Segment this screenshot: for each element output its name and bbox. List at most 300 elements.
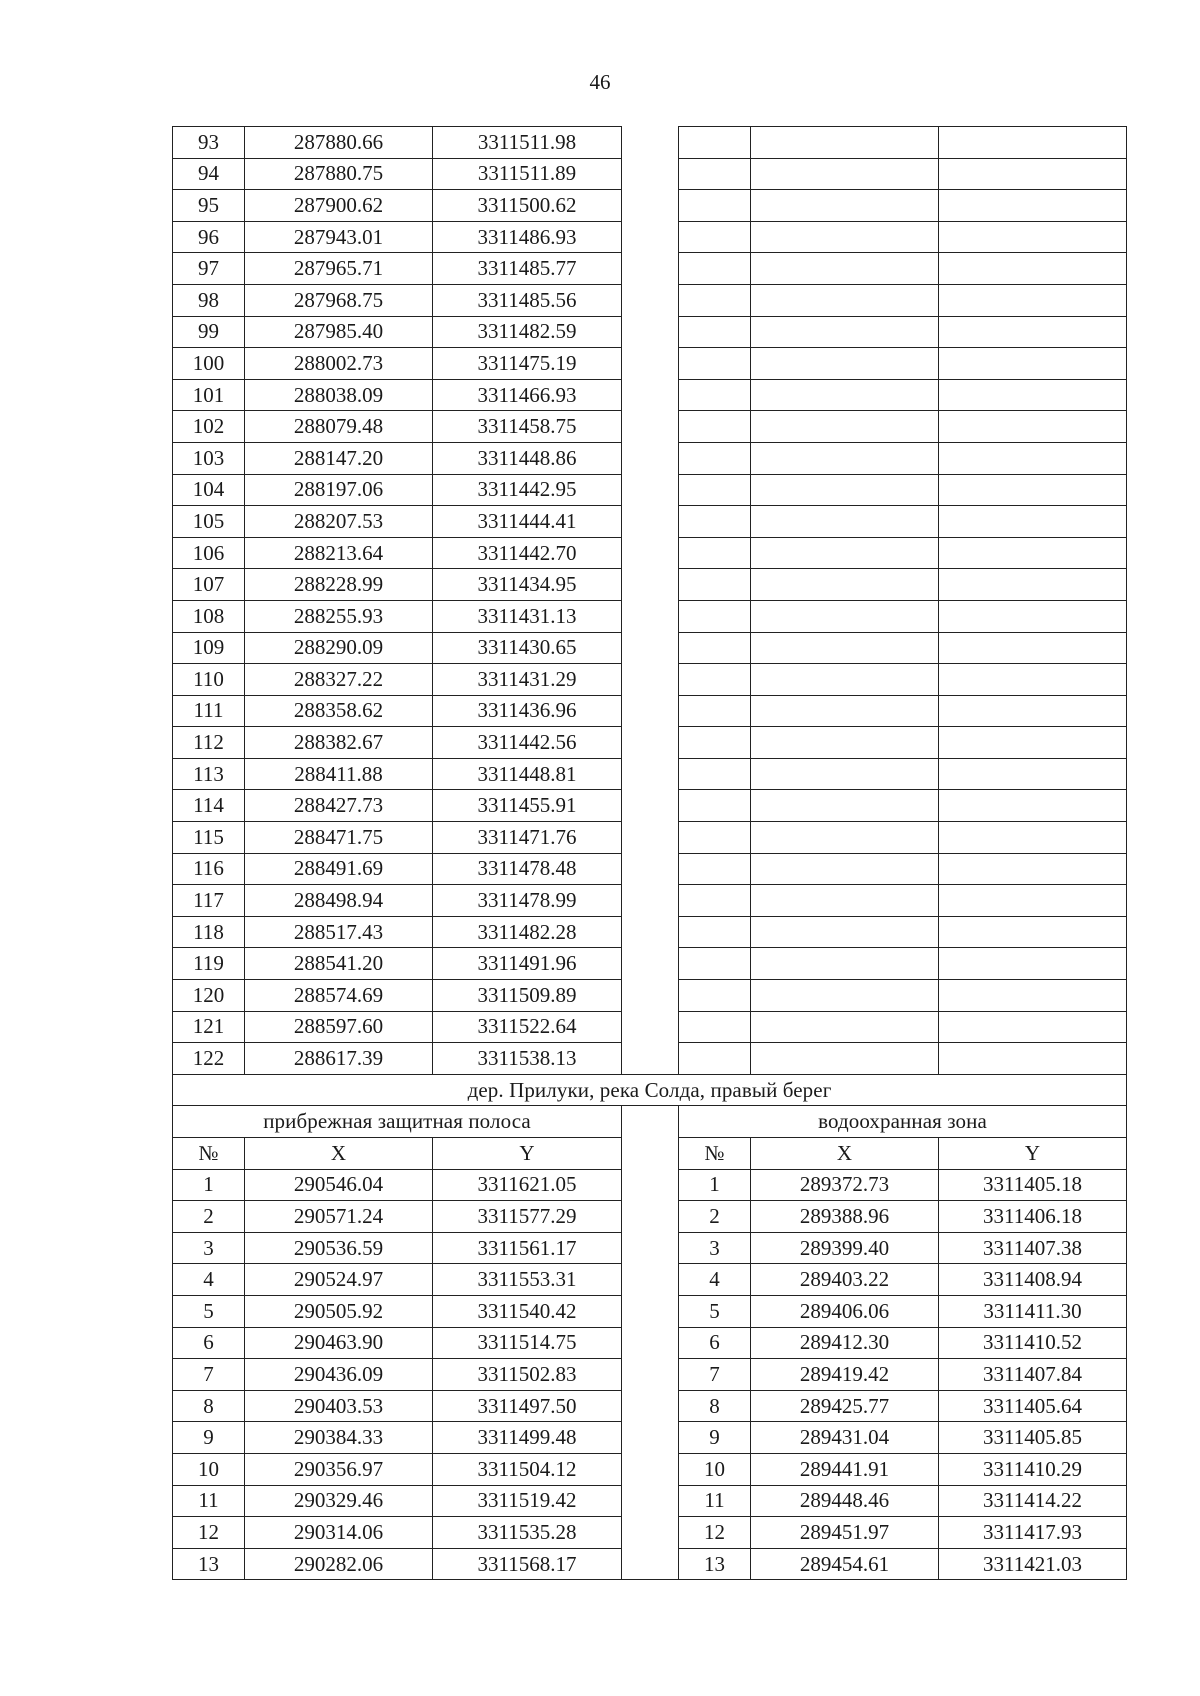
gap-cell xyxy=(622,411,679,443)
point-number: 103 xyxy=(173,442,245,474)
y-coordinate: 3311486.93 xyxy=(433,221,622,253)
point-number: 2 xyxy=(173,1201,245,1233)
x-coordinate: 290384.33 xyxy=(245,1422,433,1454)
empty-cell xyxy=(679,253,751,285)
gap-cell xyxy=(622,948,679,980)
gap-cell xyxy=(622,506,679,538)
coastal-protection-strip-title: прибрежная защитная полоса xyxy=(173,1106,622,1138)
x-coordinate: 288358.62 xyxy=(245,695,433,727)
y-coordinate: 3311431.13 xyxy=(433,600,622,632)
point-number: 113 xyxy=(173,758,245,790)
point-number: 7 xyxy=(679,1359,751,1391)
empty-cell xyxy=(751,158,939,190)
section-title-row xyxy=(173,1074,1127,1106)
gap-cell xyxy=(622,853,679,885)
point-number: 93 xyxy=(173,127,245,159)
gap-cell xyxy=(622,221,679,253)
y-coordinate: 3311442.56 xyxy=(433,727,622,759)
gap-cell xyxy=(622,442,679,474)
table-row xyxy=(173,1232,1127,1264)
point-number: 95 xyxy=(173,190,245,222)
empty-cell xyxy=(679,664,751,696)
x-coordinate: 289425.77 xyxy=(751,1390,939,1422)
point-number: 100 xyxy=(173,348,245,380)
y-coordinate: 3311491.96 xyxy=(433,948,622,980)
point-number: 96 xyxy=(173,221,245,253)
table-row xyxy=(173,506,1127,538)
column-header-row xyxy=(173,1138,1127,1170)
empty-cell xyxy=(939,127,1127,159)
table-row xyxy=(173,348,1127,380)
point-number: 97 xyxy=(173,253,245,285)
gap-cell xyxy=(622,1201,679,1233)
empty-cell xyxy=(679,758,751,790)
table-row xyxy=(173,885,1127,917)
point-number: 3 xyxy=(679,1232,751,1264)
coordinates-table-body xyxy=(173,127,1127,1580)
x-coordinate: 288147.20 xyxy=(245,442,433,474)
x-coordinate: 288290.09 xyxy=(245,632,433,664)
x-coordinate: 288228.99 xyxy=(245,569,433,601)
empty-cell xyxy=(679,127,751,159)
empty-cell xyxy=(679,695,751,727)
empty-cell xyxy=(751,253,939,285)
x-coordinate: 288327.22 xyxy=(245,664,433,696)
table-row xyxy=(173,221,1127,253)
y-coordinate: 3311411.30 xyxy=(939,1295,1127,1327)
table-row xyxy=(173,1390,1127,1422)
y-coordinate: 3311410.52 xyxy=(939,1327,1127,1359)
y-coordinate: 3311485.56 xyxy=(433,284,622,316)
gap-cell xyxy=(622,790,679,822)
empty-cell xyxy=(679,537,751,569)
table-row xyxy=(173,1359,1127,1391)
gap-cell xyxy=(622,1169,679,1201)
y-coordinate: 3311475.19 xyxy=(433,348,622,380)
x-coordinate: 288617.39 xyxy=(245,1043,433,1075)
x-coordinate: 289406.06 xyxy=(751,1295,939,1327)
y-coordinate: 3311514.75 xyxy=(433,1327,622,1359)
empty-cell xyxy=(751,664,939,696)
x-coordinate: 289451.97 xyxy=(751,1517,939,1549)
x-coordinate: 288427.73 xyxy=(245,790,433,822)
point-number: 6 xyxy=(173,1327,245,1359)
empty-cell xyxy=(751,569,939,601)
x-coordinate: 288382.67 xyxy=(245,727,433,759)
gap-cell xyxy=(622,1264,679,1296)
empty-cell xyxy=(751,316,939,348)
y-coordinate: 3311511.98 xyxy=(433,127,622,159)
x-coordinate: 289448.46 xyxy=(751,1485,939,1517)
y-coordinate: 3311485.77 xyxy=(433,253,622,285)
table-row xyxy=(173,253,1127,285)
x-coordinate: 288491.69 xyxy=(245,853,433,885)
y-coordinate: 3311406.18 xyxy=(939,1201,1127,1233)
y-coordinate: 3311405.18 xyxy=(939,1169,1127,1201)
x-coordinate: 290282.06 xyxy=(245,1548,433,1580)
point-number: 11 xyxy=(679,1485,751,1517)
x-coordinate: 289403.22 xyxy=(751,1264,939,1296)
table-row xyxy=(173,853,1127,885)
y-coordinate: 3311455.91 xyxy=(433,790,622,822)
point-number: 12 xyxy=(173,1517,245,1549)
empty-cell xyxy=(939,190,1127,222)
x-coordinate: 290505.92 xyxy=(245,1295,433,1327)
empty-cell xyxy=(751,127,939,159)
table-row xyxy=(173,727,1127,759)
y-coordinate: 3311434.95 xyxy=(433,569,622,601)
table-row xyxy=(173,664,1127,696)
table-row xyxy=(173,1485,1127,1517)
table-row xyxy=(173,1327,1127,1359)
empty-cell xyxy=(679,632,751,664)
gap-cell xyxy=(622,1485,679,1517)
y-coordinate: 3311509.89 xyxy=(433,980,622,1012)
point-number: 11 xyxy=(173,1485,245,1517)
y-coordinate: 3311478.48 xyxy=(433,853,622,885)
empty-cell xyxy=(679,190,751,222)
x-coordinate: 290536.59 xyxy=(245,1232,433,1264)
point-number: 98 xyxy=(173,284,245,316)
gap-cell xyxy=(622,1422,679,1454)
empty-cell xyxy=(751,916,939,948)
x-coordinate: 288517.43 xyxy=(245,916,433,948)
empty-cell xyxy=(939,632,1127,664)
y-coordinate: 3311417.93 xyxy=(939,1517,1127,1549)
y-coordinate: 3311502.83 xyxy=(433,1359,622,1391)
gap-cell xyxy=(622,664,679,696)
empty-cell xyxy=(679,948,751,980)
empty-cell xyxy=(939,600,1127,632)
num-column-header: № xyxy=(173,1138,245,1170)
group-title-row xyxy=(173,1106,1127,1138)
y-coordinate: 3311553.31 xyxy=(433,1264,622,1296)
x-coordinate: 287943.01 xyxy=(245,221,433,253)
y-coordinate: 3311405.85 xyxy=(939,1422,1127,1454)
gap-cell xyxy=(622,379,679,411)
gap-cell xyxy=(622,127,679,159)
point-number: 104 xyxy=(173,474,245,506)
x-coordinate: 290314.06 xyxy=(245,1517,433,1549)
empty-cell xyxy=(939,474,1127,506)
gap-cell xyxy=(622,885,679,917)
y-coordinate: 3311466.93 xyxy=(433,379,622,411)
y-coordinate: 3311500.62 xyxy=(433,190,622,222)
point-number: 107 xyxy=(173,569,245,601)
empty-cell xyxy=(751,284,939,316)
x-coordinate: 288597.60 xyxy=(245,1011,433,1043)
gap-cell xyxy=(622,1295,679,1327)
point-number: 114 xyxy=(173,790,245,822)
empty-cell xyxy=(679,158,751,190)
x-coordinate: 289372.73 xyxy=(751,1169,939,1201)
y-coordinate: 3311621.05 xyxy=(433,1169,622,1201)
point-number: 9 xyxy=(679,1422,751,1454)
point-number: 110 xyxy=(173,664,245,696)
point-number: 118 xyxy=(173,916,245,948)
empty-cell xyxy=(751,600,939,632)
x-coordinate: 287985.40 xyxy=(245,316,433,348)
empty-cell xyxy=(679,790,751,822)
empty-cell xyxy=(939,221,1127,253)
x-coordinate: 287880.75 xyxy=(245,158,433,190)
empty-cell xyxy=(679,442,751,474)
table-row xyxy=(173,980,1127,1012)
gap-cell xyxy=(622,758,679,790)
gap-cell xyxy=(622,632,679,664)
point-number: 94 xyxy=(173,158,245,190)
empty-cell xyxy=(751,506,939,538)
x-coordinate: 288574.69 xyxy=(245,980,433,1012)
y-coordinate: 3311407.84 xyxy=(939,1359,1127,1391)
empty-cell xyxy=(939,1011,1127,1043)
empty-cell xyxy=(679,822,751,854)
point-number: 2 xyxy=(679,1201,751,1233)
table-row xyxy=(173,758,1127,790)
gap-cell xyxy=(622,474,679,506)
y-coordinate: 3311561.17 xyxy=(433,1232,622,1264)
point-number: 8 xyxy=(173,1390,245,1422)
y-column-header: Y xyxy=(433,1138,622,1170)
empty-cell xyxy=(939,1043,1127,1075)
empty-cell xyxy=(939,948,1127,980)
point-number: 7 xyxy=(173,1359,245,1391)
empty-cell xyxy=(751,221,939,253)
x-coordinate: 288213.64 xyxy=(245,537,433,569)
point-number: 8 xyxy=(679,1390,751,1422)
table-row xyxy=(173,632,1127,664)
gap-cell xyxy=(622,600,679,632)
empty-cell xyxy=(679,727,751,759)
gap-cell xyxy=(622,190,679,222)
empty-cell xyxy=(939,379,1127,411)
empty-cell xyxy=(679,1011,751,1043)
table-row xyxy=(173,1295,1127,1327)
gap-cell xyxy=(622,822,679,854)
empty-cell xyxy=(939,569,1127,601)
x-coordinate: 289412.30 xyxy=(751,1327,939,1359)
empty-cell xyxy=(751,537,939,569)
y-coordinate: 3311482.28 xyxy=(433,916,622,948)
x-coordinate: 288207.53 xyxy=(245,506,433,538)
x-coordinate: 288079.48 xyxy=(245,411,433,443)
x-coordinate: 290403.53 xyxy=(245,1390,433,1422)
gap-cell xyxy=(622,1327,679,1359)
point-number: 116 xyxy=(173,853,245,885)
empty-cell xyxy=(751,632,939,664)
point-number: 101 xyxy=(173,379,245,411)
table-row xyxy=(173,695,1127,727)
point-number: 99 xyxy=(173,316,245,348)
water-protection-zone-title: водоохранная зона xyxy=(679,1106,1127,1138)
gap-cell xyxy=(622,1106,679,1138)
x-coordinate: 289441.91 xyxy=(751,1453,939,1485)
empty-cell xyxy=(939,885,1127,917)
gap-cell xyxy=(622,1517,679,1549)
table-row xyxy=(173,1011,1127,1043)
gap-cell xyxy=(622,1453,679,1485)
point-number: 10 xyxy=(679,1453,751,1485)
point-number: 5 xyxy=(173,1295,245,1327)
x-coordinate: 290356.97 xyxy=(245,1453,433,1485)
empty-cell xyxy=(679,980,751,1012)
x-coordinate: 288002.73 xyxy=(245,348,433,380)
point-number: 109 xyxy=(173,632,245,664)
empty-cell xyxy=(679,569,751,601)
y-coordinate: 3311522.64 xyxy=(433,1011,622,1043)
coordinates-table xyxy=(172,126,1127,1580)
empty-cell xyxy=(751,885,939,917)
y-coordinate: 3311430.65 xyxy=(433,632,622,664)
empty-cell xyxy=(939,253,1127,285)
empty-cell xyxy=(679,379,751,411)
empty-cell xyxy=(939,506,1127,538)
point-number: 9 xyxy=(173,1422,245,1454)
x-coordinate: 289388.96 xyxy=(751,1201,939,1233)
x-coordinate: 290546.04 xyxy=(245,1169,433,1201)
x-coordinate: 287968.75 xyxy=(245,284,433,316)
empty-cell xyxy=(679,853,751,885)
x-coordinate: 288541.20 xyxy=(245,948,433,980)
num-column-header: № xyxy=(679,1138,751,1170)
x-coordinate: 288197.06 xyxy=(245,474,433,506)
empty-cell xyxy=(939,442,1127,474)
table-row xyxy=(173,1453,1127,1485)
empty-cell xyxy=(679,474,751,506)
point-number: 4 xyxy=(679,1264,751,1296)
x-column-header: X xyxy=(245,1138,433,1170)
table-row xyxy=(173,1043,1127,1075)
y-coordinate: 3311535.28 xyxy=(433,1517,622,1549)
x-coordinate: 290571.24 xyxy=(245,1201,433,1233)
point-number: 3 xyxy=(173,1232,245,1264)
empty-cell xyxy=(679,506,751,538)
y-coordinate: 3311436.96 xyxy=(433,695,622,727)
empty-cell xyxy=(751,727,939,759)
table-row xyxy=(173,569,1127,601)
point-number: 112 xyxy=(173,727,245,759)
gap-cell xyxy=(622,1390,679,1422)
empty-cell xyxy=(939,790,1127,822)
y-coordinate: 3311568.17 xyxy=(433,1548,622,1580)
table-row xyxy=(173,190,1127,222)
table-row xyxy=(173,600,1127,632)
table-row xyxy=(173,316,1127,348)
y-coordinate: 3311519.42 xyxy=(433,1485,622,1517)
table-row xyxy=(173,442,1127,474)
point-number: 1 xyxy=(679,1169,751,1201)
empty-cell xyxy=(679,885,751,917)
y-coordinate: 3311478.99 xyxy=(433,885,622,917)
gap-cell xyxy=(622,1232,679,1264)
x-coordinate: 288255.93 xyxy=(245,600,433,632)
table-row xyxy=(173,127,1127,159)
x-coordinate: 290463.90 xyxy=(245,1327,433,1359)
empty-cell xyxy=(751,442,939,474)
x-column-header: X xyxy=(751,1138,939,1170)
y-coordinate: 3311407.38 xyxy=(939,1232,1127,1264)
gap-cell xyxy=(622,158,679,190)
x-coordinate: 289454.61 xyxy=(751,1548,939,1580)
point-number: 119 xyxy=(173,948,245,980)
gap-cell xyxy=(622,1043,679,1075)
x-coordinate: 287965.71 xyxy=(245,253,433,285)
point-number: 111 xyxy=(173,695,245,727)
empty-cell xyxy=(939,758,1127,790)
x-coordinate: 288498.94 xyxy=(245,885,433,917)
table-row xyxy=(173,411,1127,443)
gap-cell xyxy=(622,980,679,1012)
empty-cell xyxy=(751,190,939,222)
empty-cell xyxy=(939,284,1127,316)
empty-cell xyxy=(939,916,1127,948)
y-coordinate: 3311444.41 xyxy=(433,506,622,538)
point-number: 10 xyxy=(173,1453,245,1485)
empty-cell xyxy=(679,1043,751,1075)
empty-cell xyxy=(939,853,1127,885)
empty-cell xyxy=(939,316,1127,348)
y-coordinate: 3311421.03 xyxy=(939,1548,1127,1580)
empty-cell xyxy=(679,411,751,443)
section-title: дер. Прилуки, река Солда, правый берег xyxy=(173,1074,1127,1106)
empty-cell xyxy=(751,474,939,506)
y-coordinate: 3311482.59 xyxy=(433,316,622,348)
gap-cell xyxy=(622,253,679,285)
y-coordinate: 3311442.70 xyxy=(433,537,622,569)
empty-cell xyxy=(751,1011,939,1043)
gap-cell xyxy=(622,1011,679,1043)
table-row xyxy=(173,158,1127,190)
y-coordinate: 3311448.86 xyxy=(433,442,622,474)
table-row xyxy=(173,1264,1127,1296)
gap-cell xyxy=(622,1548,679,1580)
y-coordinate: 3311431.29 xyxy=(433,664,622,696)
empty-cell xyxy=(939,822,1127,854)
table-row xyxy=(173,379,1127,411)
y-coordinate: 3311408.94 xyxy=(939,1264,1127,1296)
x-coordinate: 289419.42 xyxy=(751,1359,939,1391)
y-coordinate: 3311538.13 xyxy=(433,1043,622,1075)
empty-cell xyxy=(679,600,751,632)
table-row xyxy=(173,1422,1127,1454)
gap-cell xyxy=(622,569,679,601)
y-coordinate: 3311577.29 xyxy=(433,1201,622,1233)
y-coordinate: 3311497.50 xyxy=(433,1390,622,1422)
gap-cell xyxy=(622,1138,679,1170)
table-row xyxy=(173,790,1127,822)
x-coordinate: 288471.75 xyxy=(245,822,433,854)
y-coordinate: 3311414.22 xyxy=(939,1485,1127,1517)
empty-cell xyxy=(679,284,751,316)
y-coordinate: 3311458.75 xyxy=(433,411,622,443)
table-row xyxy=(173,284,1127,316)
x-coordinate: 288411.88 xyxy=(245,758,433,790)
gap-cell xyxy=(622,316,679,348)
y-column-header: Y xyxy=(939,1138,1127,1170)
empty-cell xyxy=(679,348,751,380)
table-row xyxy=(173,1201,1127,1233)
table-row xyxy=(173,916,1127,948)
empty-cell xyxy=(939,664,1127,696)
y-coordinate: 3311405.64 xyxy=(939,1390,1127,1422)
empty-cell xyxy=(939,411,1127,443)
empty-cell xyxy=(751,980,939,1012)
table-row xyxy=(173,1548,1127,1580)
empty-cell xyxy=(939,348,1127,380)
empty-cell xyxy=(939,158,1127,190)
point-number: 13 xyxy=(679,1548,751,1580)
empty-cell xyxy=(751,853,939,885)
